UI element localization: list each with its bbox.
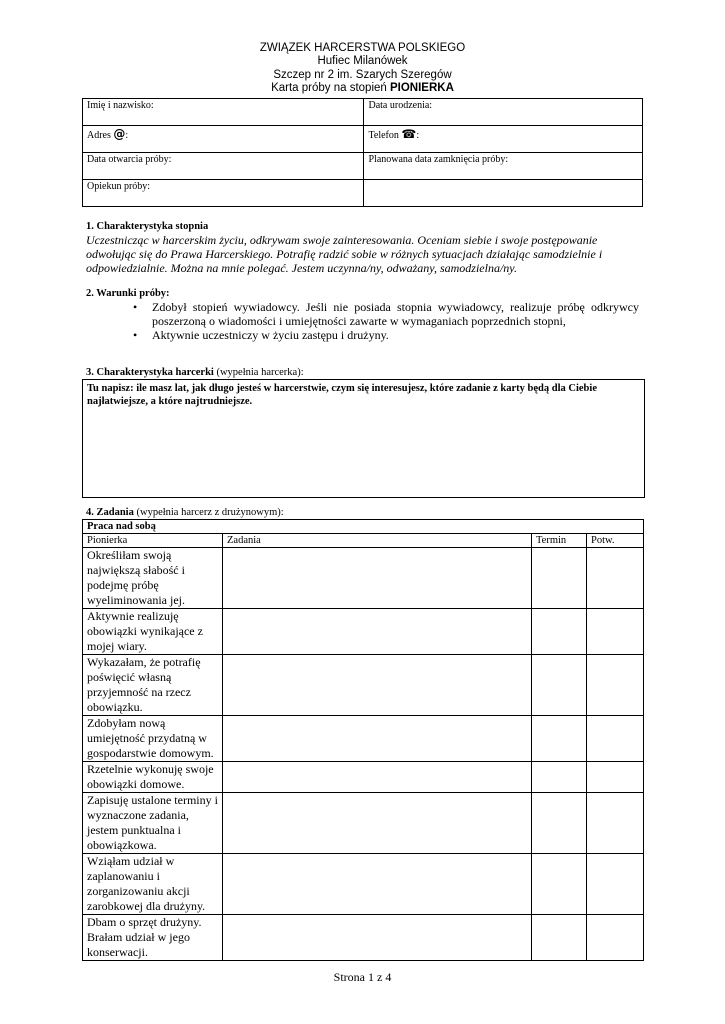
table-row xyxy=(83,915,644,961)
task-description: Wykazałam, że potrafię poświęcić własną przyjemność na rzecz obowiązku. xyxy=(83,655,223,716)
district-name: Hufiec Milanówek xyxy=(317,55,408,68)
column-header: Pionierka xyxy=(83,534,223,548)
task-confirmation-cell[interactable] xyxy=(587,762,644,793)
phone-icon: ☎ xyxy=(401,127,417,141)
task-deadline-cell[interactable] xyxy=(532,793,587,854)
task-description: Rzetelnie wykonuję swoje obowiązki domowe. xyxy=(83,762,223,793)
card-title xyxy=(0,82,725,95)
task-confirmation-cell[interactable] xyxy=(587,915,644,961)
column-header: Zadania xyxy=(223,534,532,548)
task-description: Aktywnie realizuję obowiązki wynikające z mojej wiary. xyxy=(83,609,223,655)
task-confirmation-cell[interactable] xyxy=(587,716,644,762)
phone-label: Telefon xyxy=(368,130,399,141)
column-header: Termin xyxy=(532,534,587,548)
task-confirmation-cell[interactable] xyxy=(587,609,644,655)
tasks-table xyxy=(82,519,644,961)
section-4-note: (wypełnia harcerz z drużynowym): xyxy=(133,507,284,518)
task-description: Wziąłam udział w zaplanowaniu i zorganizowaniu akcji zarobkowej dla drużyny. xyxy=(83,854,223,915)
section-1 xyxy=(86,220,641,275)
task-deadline-cell[interactable] xyxy=(532,655,587,716)
info-table xyxy=(82,98,643,207)
table-row xyxy=(83,793,644,854)
at-icon: @ xyxy=(113,127,126,141)
section-2-bullets xyxy=(127,300,639,342)
task-deadline-cell[interactable] xyxy=(532,609,587,655)
address-label: Adres xyxy=(87,130,111,141)
task-deadline-cell[interactable] xyxy=(532,548,587,609)
list-item: • Aktywnie uczestniczy w życiu zastępu i drużyny. xyxy=(133,328,389,342)
name-field[interactable] xyxy=(83,99,364,126)
table-row xyxy=(83,548,644,609)
task-notes-cell[interactable] xyxy=(223,793,532,854)
table-row xyxy=(83,762,644,793)
task-notes-cell[interactable] xyxy=(223,655,532,716)
table-header-row xyxy=(83,534,644,548)
open-date-label: Data otwarcia próby: xyxy=(87,154,172,165)
name-label: Imię i nazwisko: xyxy=(87,100,154,111)
task-description: Zapisuję ustalone terminy i wyznaczone zadania, jestem punktualna i obowiązkowa. xyxy=(83,793,223,854)
card-title-prefix: Karta próby na stopień xyxy=(271,81,390,94)
task-deadline-cell[interactable] xyxy=(532,854,587,915)
section-3-note: (wypełnia harcerka): xyxy=(213,367,304,378)
table-row xyxy=(83,854,644,915)
task-deadline-cell[interactable] xyxy=(532,762,587,793)
task-description: Dbam o sprzęt drużyny. Brałam udział w jego konserwacji. xyxy=(83,915,223,961)
task-confirmation-cell[interactable] xyxy=(587,655,644,716)
task-notes-cell[interactable] xyxy=(223,609,532,655)
table-row xyxy=(83,716,644,762)
section-1-text: Uczestnicząc w harcerskim życiu, odkrywam swoje zainteresowania. Oceniam siebie i swoje postępowanie odwołując się do Prawa Harcerskiego. Potrafię radzić sobie w różnych sytuacjach działając samodzielnie i odpowiedzialnie. Można na mnie polegać. Jestem uczynna/ny, odważany, samodzielna/ny. xyxy=(86,233,603,276)
character-description-box[interactable] xyxy=(82,379,645,498)
guardian-field[interactable] xyxy=(83,180,364,207)
group-title: Praca nad sobą xyxy=(83,520,644,534)
task-confirmation-cell[interactable] xyxy=(587,793,644,854)
close-date-label: Planowana data zamknięcia próby: xyxy=(368,154,509,165)
birth-date-label: Data urodzenia: xyxy=(368,100,433,111)
section-4-title: 4. Zadania (wypełnia harcerz z drużynowym): xyxy=(86,507,284,518)
troop-name: Szczep nr 2 im. Szarych Szeregów xyxy=(273,68,452,81)
column-header: Potw. xyxy=(587,534,644,548)
rank-name: PIONIERKA xyxy=(390,81,454,94)
table-row xyxy=(83,609,644,655)
task-confirmation-cell[interactable] xyxy=(587,548,644,609)
address-field[interactable]: Adres @: xyxy=(83,126,364,153)
document-header xyxy=(0,42,725,95)
guardian-label: Opiekun próby: xyxy=(87,181,151,192)
bullet-icon: • xyxy=(133,328,138,342)
page-number: Strona 1 z 4 xyxy=(333,970,392,984)
task-notes-cell[interactable] xyxy=(223,854,532,915)
close-date-field[interactable] xyxy=(364,153,643,180)
open-date-field[interactable] xyxy=(83,153,364,180)
guardian-value-field[interactable] xyxy=(364,180,643,207)
task-description: Określiłam swoją największą słabość i podejmę próbę wyeliminowania jej. xyxy=(83,548,223,609)
section-3-title: 3. Charakterystyka harcerki (wypełnia harcerka): xyxy=(86,367,304,378)
character-prompt: Tu napisz: ile masz lat, jak długo jesteś w harcerstwie, czym się interesujesz, które zadanie z karty będą dla Ciebie najłatwiejsze, a które najtrudniejsze. xyxy=(87,383,597,407)
task-deadline-cell[interactable] xyxy=(532,716,587,762)
birth-date-field[interactable] xyxy=(364,99,643,126)
task-notes-cell[interactable] xyxy=(223,762,532,793)
table-row xyxy=(83,655,644,716)
task-notes-cell[interactable] xyxy=(223,915,532,961)
bullet-icon: • xyxy=(133,300,138,314)
section-2-title: 2. Warunki próby: xyxy=(86,288,170,299)
task-notes-cell[interactable] xyxy=(223,548,532,609)
list-item: • Zdobył stopień wywiadowcy. Jeśli nie posiada stopnia wywiadowcy, realizuje próbę odkrywcy poszerzoną o wiadomości i umiejętności zawarte w wymaganiach poprzednich stopni, xyxy=(133,300,639,328)
task-deadline-cell[interactable] xyxy=(532,915,587,961)
task-confirmation-cell[interactable] xyxy=(587,854,644,915)
task-description: Zdobyłam nową umiejętność przydatną w gospodarstwie domowym. xyxy=(83,716,223,762)
phone-field[interactable]: Telefon ☎: xyxy=(364,126,643,153)
section-1-title: 1. Charakterystyka stopnia xyxy=(86,221,209,232)
task-notes-cell[interactable] xyxy=(223,716,532,762)
org-name: ZWIĄZEK HARCERSTWA POLSKIEGO xyxy=(259,42,466,54)
